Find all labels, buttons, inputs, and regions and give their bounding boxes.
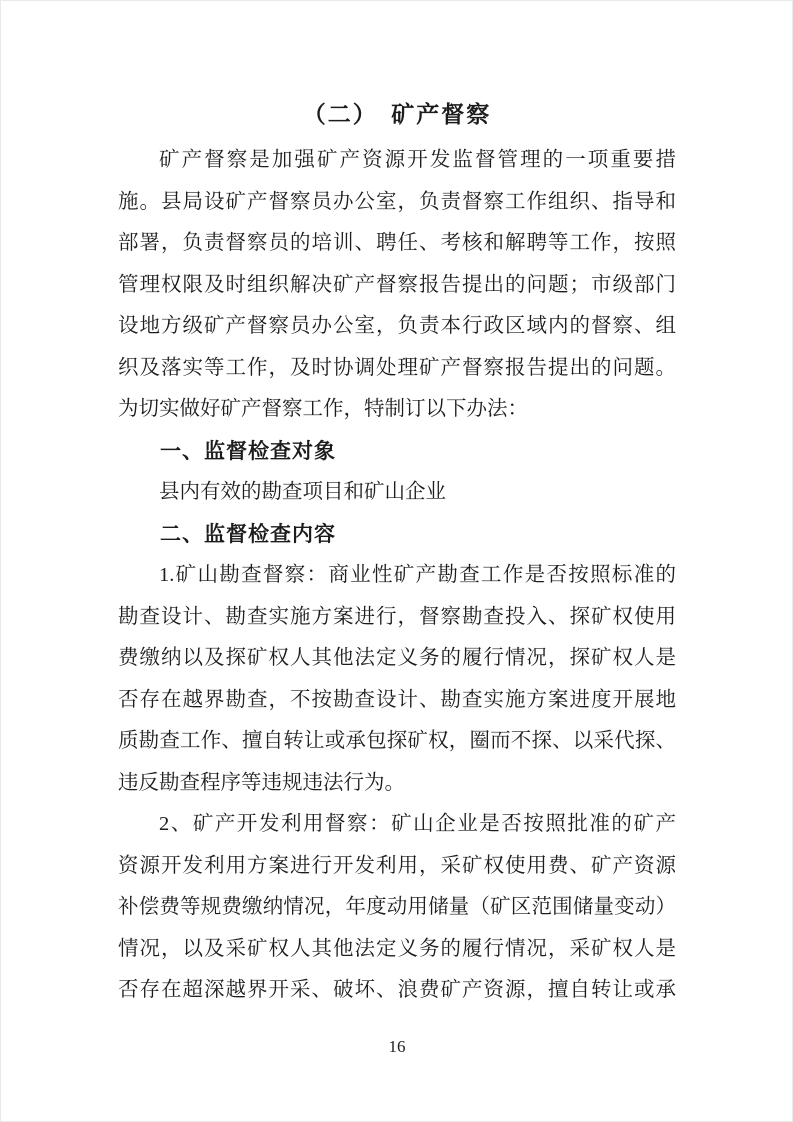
subheading-inspection-target: 一、监督检查对象 xyxy=(160,439,336,463)
page-number: 16 xyxy=(388,1036,406,1056)
section-title: （二） 矿产督察 xyxy=(302,102,492,127)
body-line: 勘查设计、勘查实施方案进行，督察勘查投入、探矿权使用 xyxy=(118,605,676,628)
body-line: 否存在越界勘查，不按勘查设计、勘查实施方案进度开展地 xyxy=(118,688,676,711)
body-line: 2、矿产开发利用督察：矿山企业是否按照批准的矿产 xyxy=(159,813,676,835)
body-line: 部署，负责督察员的培训、聘任、考核和解聘等工作，按照 xyxy=(118,232,676,254)
body-line: 矿产督察是加强矿产资源开发监督管理的一项重要措 xyxy=(159,149,676,171)
subheading-inspection-content: 二、监督检查内容 xyxy=(160,522,336,546)
body-line: 织及落实等工作，及时协调处理矿产督察报告提出的问题。 xyxy=(118,356,676,379)
body-line: 费缴纳以及探矿权人其他法定义务的履行情况，探矿权人是 xyxy=(118,647,676,669)
body-line: 设地方级矿产督察员办公室，负责本行政区域内的督察、组 xyxy=(118,315,676,337)
body-line: 否存在超深越界开采、破坏、浪费矿产资源，擅自转让或承 xyxy=(118,979,676,1001)
body-line: 施。县局设矿产督察员办公室，负责督察工作组织、指导和 xyxy=(118,190,676,213)
body-line: 质勘查工作、擅自转让或承包探矿权，圈而不探、以采代探、 xyxy=(118,730,676,752)
inspection-target-line: 县内有效的勘查项目和矿山企业 xyxy=(159,481,446,503)
body-line: 违反勘查程序等违规违法行为。 xyxy=(118,771,405,794)
body-line: 为切实做好矿产督察工作，特制订以下办法： xyxy=(118,398,528,420)
paragraph-item-1 xyxy=(118,555,676,804)
paragraph-intro xyxy=(118,140,676,431)
body-line: 情况，以及采矿权人其他法定义务的履行情况，采矿权人是 xyxy=(118,937,676,960)
body-line: 1.矿山勘查督察：商业性矿产勘查工作是否按照标准的 xyxy=(159,564,676,586)
body-line: 资源开发利用方案进行开发利用，采矿权使用费、矿产资源 xyxy=(118,854,676,877)
body-line: 管理权限及时组织解决矿产督察报告提出的问题；市级部门 xyxy=(118,273,676,296)
paragraph-item-2 xyxy=(118,804,676,1012)
body-line: 补偿费等规费缴纳情况，年度动用储量（矿区范围储量变动） xyxy=(118,896,676,918)
